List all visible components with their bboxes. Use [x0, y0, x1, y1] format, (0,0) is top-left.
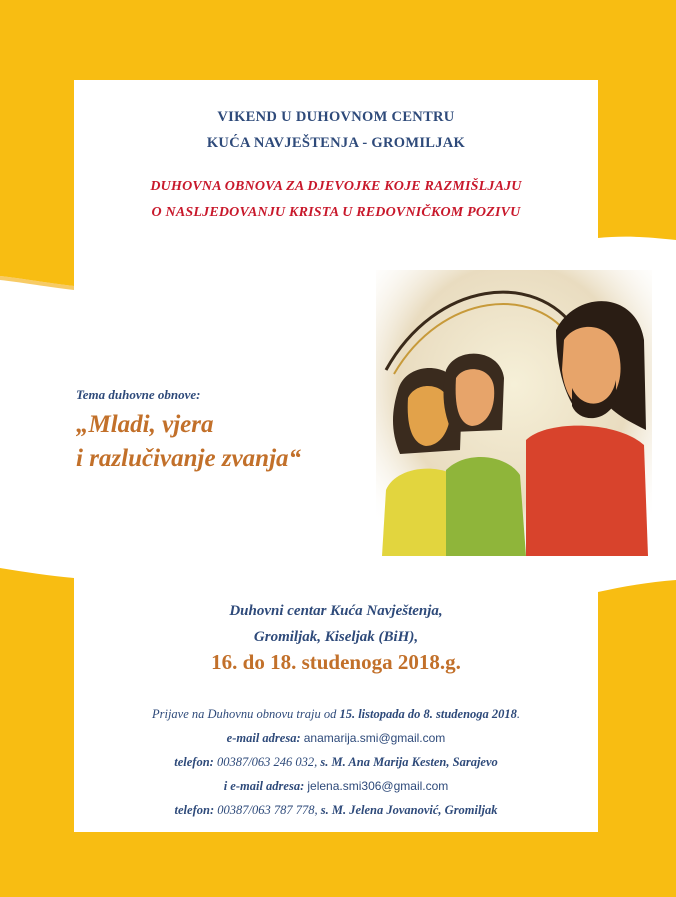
- event-dates: 16. do 18. studenoga 2018.g.: [211, 650, 461, 674]
- subheader-line-1: DUHOVNA OBNOVA ZA DJEVOJKE KOJE RAZMIŠLJAJU: [150, 179, 522, 194]
- venue-line-2: Gromiljak, Kiseljak (BiH),: [253, 629, 419, 645]
- event-header: [74, 104, 598, 156]
- registration-suffix: .: [516, 707, 521, 721]
- phone-label-1: telefon:: [174, 755, 214, 769]
- illustration-painting: [376, 270, 652, 556]
- phone-number-2[interactable]: 00387/063 787 778,: [217, 803, 318, 817]
- email-line-1: [74, 726, 598, 750]
- phone-line-2: [74, 798, 598, 822]
- phone-label-2: telefon:: [174, 803, 215, 817]
- venue-line-1: Duhovni centar Kuća Navještenja,: [229, 603, 443, 619]
- email-label-2: i e-mail adresa:: [223, 779, 305, 793]
- jesus-robe: [526, 426, 648, 556]
- figure-right-body: [446, 457, 526, 556]
- event-subheader: [74, 174, 598, 226]
- email-line-2: [74, 774, 598, 798]
- theme-label: Tema duhovne obnove:: [76, 387, 201, 402]
- registration-period: 15. listopada do 8. studenoga 2018: [339, 707, 517, 721]
- phone-number-1[interactable]: 00387/063 246 032,: [216, 755, 318, 769]
- subheader-line-2: O NASLJEDOVANJU KRISTA U REDOVNIČKOM POZIVU: [151, 205, 521, 220]
- email-address-1[interactable]: anamarija.smi@gmail.com: [303, 731, 446, 745]
- header-line-1: VIKEND U DUHOVNOM CENTRU: [217, 109, 455, 125]
- contact-person-1: s. M. Ana Marija Kesten, Sarajevo: [320, 755, 498, 769]
- registration-prefix: Prijave na Duhovnu obnovu traju od: [151, 707, 340, 721]
- contact-info: [74, 702, 598, 822]
- venue-info: [74, 598, 598, 650]
- phone-line-1: [74, 750, 598, 774]
- theme-title: [76, 408, 301, 476]
- theme-title-line-1: „Mladi, vjera: [76, 411, 214, 438]
- registration-line: [74, 702, 598, 726]
- contact-person-2: s. M. Jelena Jovanović, Gromiljak: [320, 803, 498, 817]
- header-line-2: KUĆA NAVJEŠTENJA - GROMILJAK: [206, 135, 466, 151]
- email-label-1: e-mail adresa:: [226, 731, 301, 745]
- email-address-2[interactable]: jelena.smi306@gmail.com: [307, 779, 449, 793]
- theme-title-line-2: i razlučivanje zvanja“: [76, 445, 302, 472]
